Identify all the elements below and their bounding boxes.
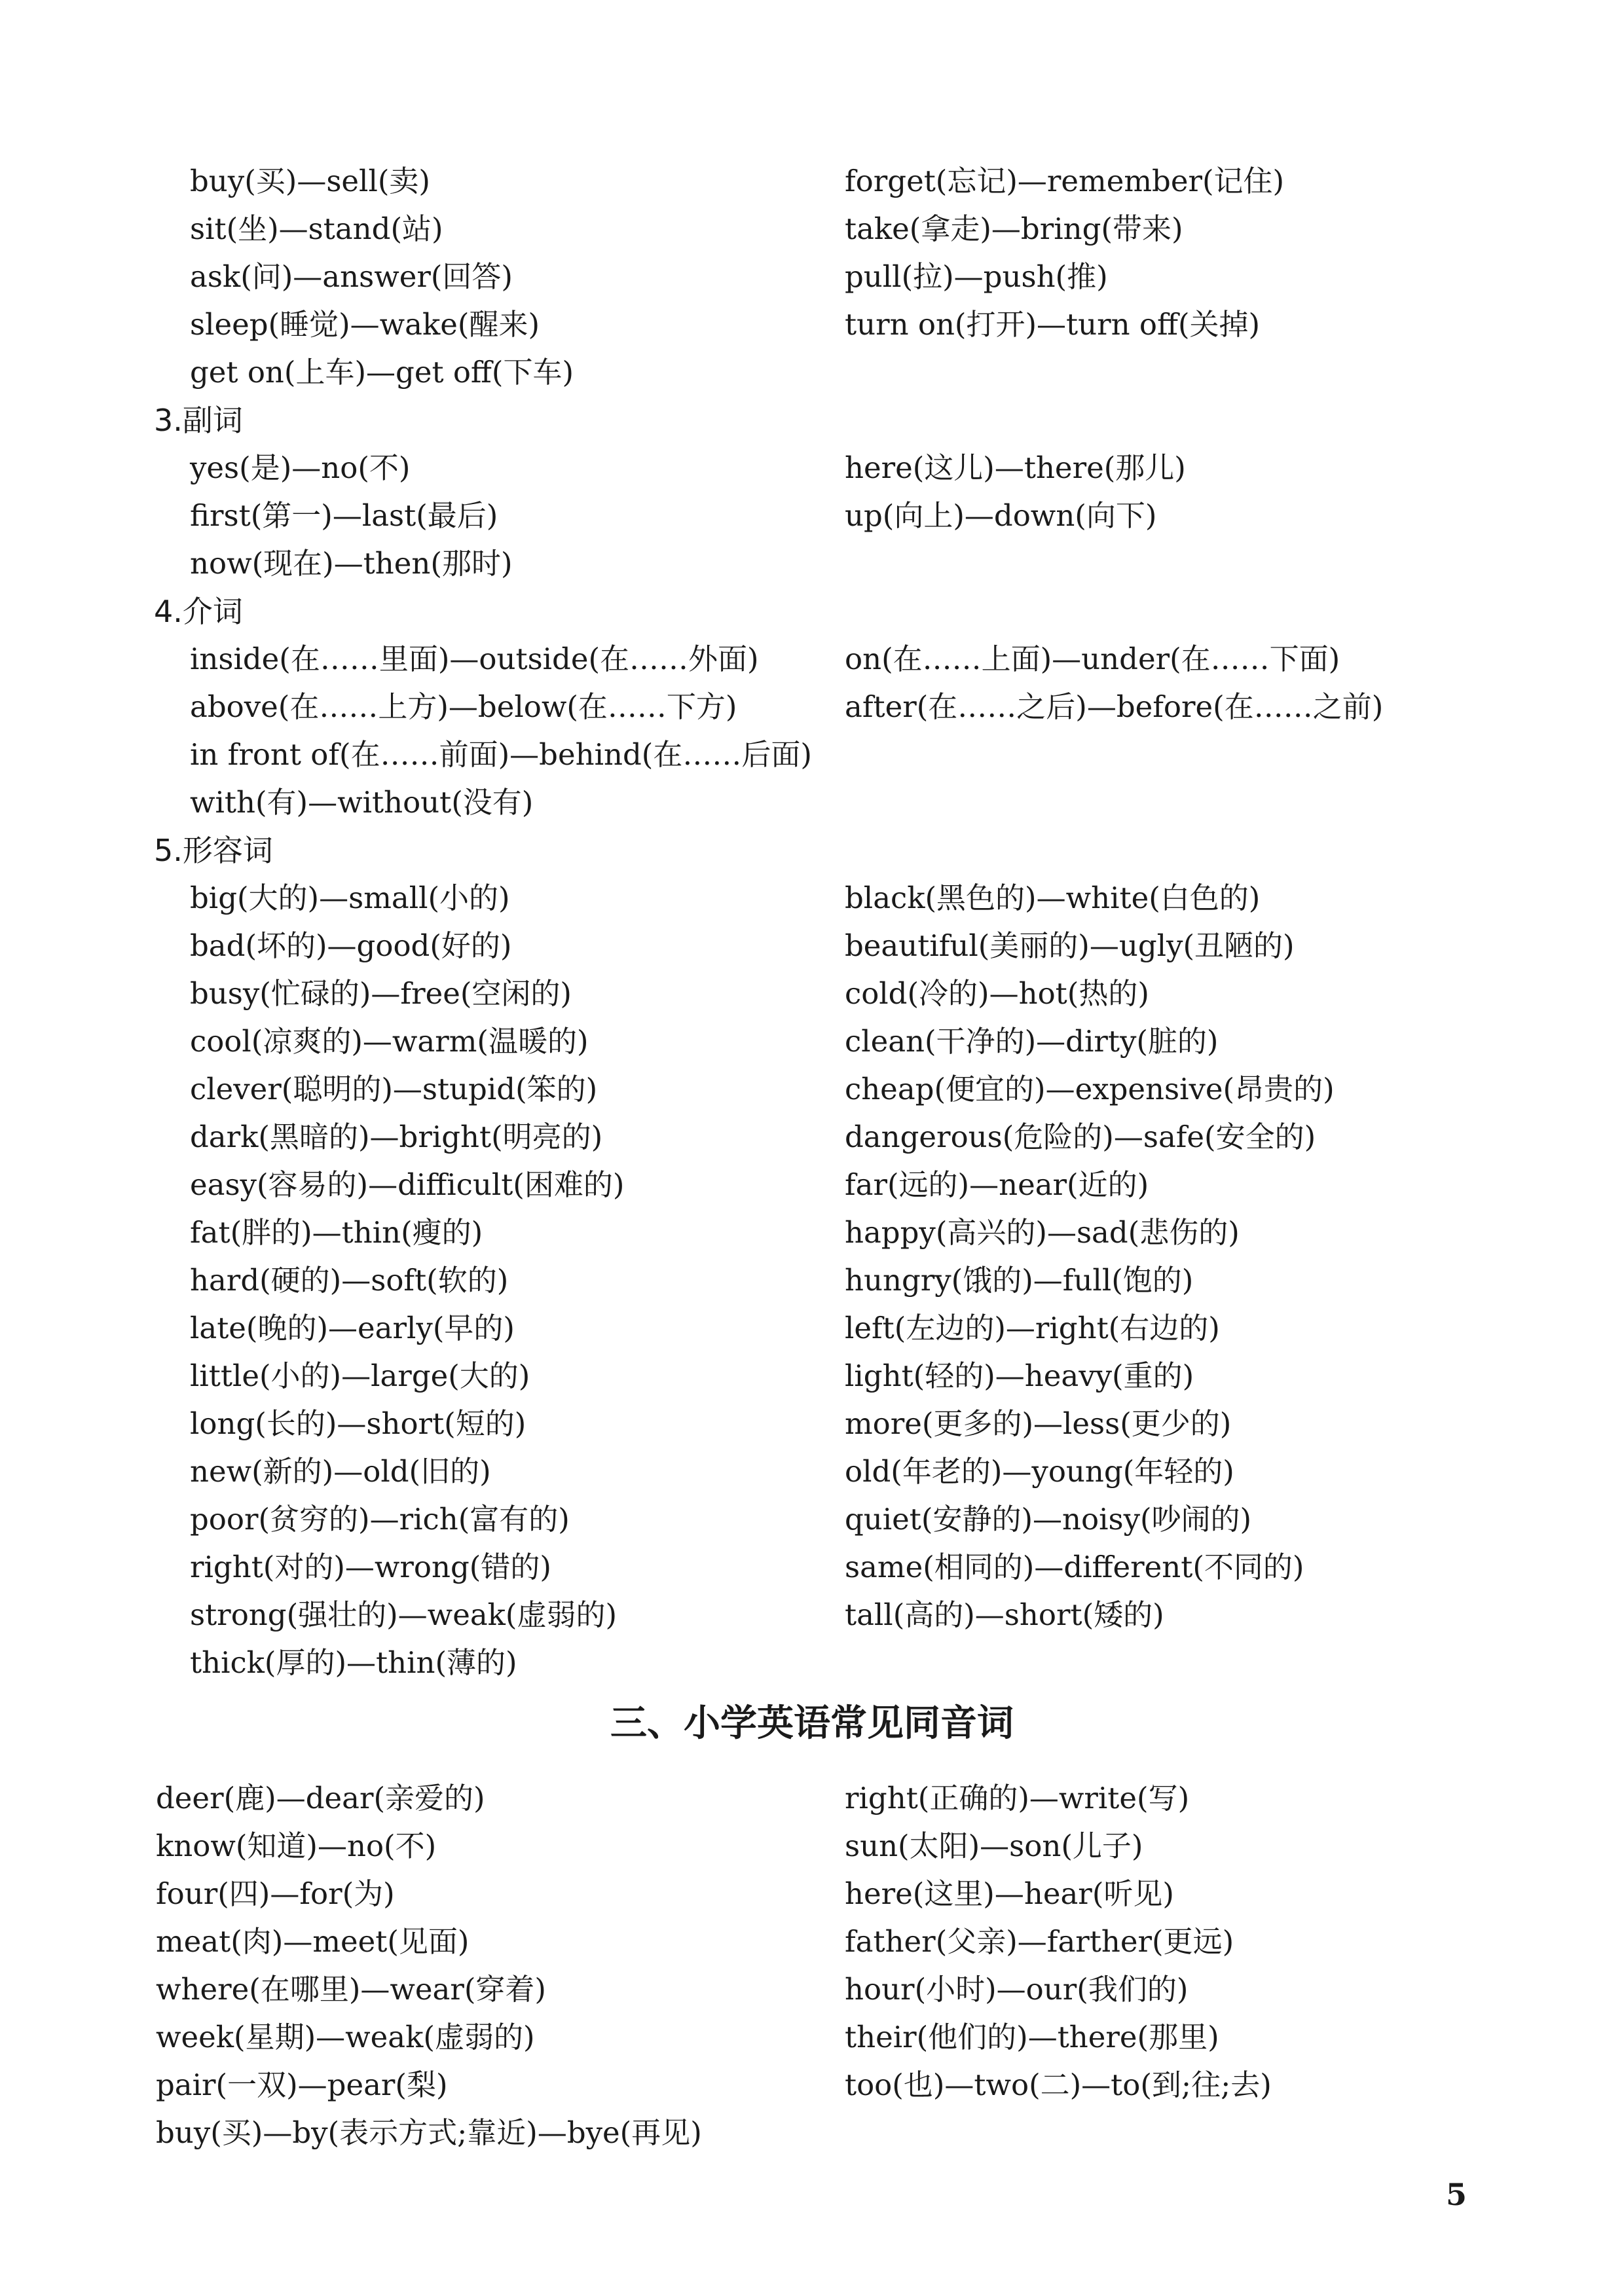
verb-pair: ask(问)—answer(回答) <box>190 259 513 294</box>
verb-pair: pull(拉)—push(推) <box>845 259 1108 294</box>
homophone-pair: sun(太阳)—son(儿子) <box>845 1829 1143 1863</box>
adjective-pair: cold(冷的)—hot(热的) <box>845 976 1149 1011</box>
prepositions-heading: 4.介词 <box>154 594 243 629</box>
homophone-pair: pair(一双)—pear(梨) <box>156 2068 448 2102</box>
homophone-pair: father(父亲)—farther(更远) <box>845 1924 1234 1959</box>
adjective-pair: hard(硬的)—soft(软的) <box>190 1263 509 1298</box>
adjective-pair: beautiful(美丽的)—ugly(丑陋的) <box>845 928 1295 963</box>
preposition-pair: after(在……之后)—before(在……之前) <box>845 689 1384 724</box>
adjective-pair: thick(厚的)—thin(薄的) <box>190 1645 517 1680</box>
adverb-pair: yes(是)—no(不) <box>190 450 411 485</box>
adverb-pair: here(这儿)—there(那儿) <box>845 450 1186 485</box>
preposition-pair: in front of(在……前面)—behind(在……后面) <box>190 737 812 772</box>
adjective-pair: same(相同的)—different(不同的) <box>845 1550 1304 1584</box>
homophone-pair: four(四)—for(为) <box>156 1876 395 1911</box>
adjective-pair: big(大的)—small(小的) <box>190 881 510 915</box>
adjective-pair: easy(容易的)—difficult(困难的) <box>190 1167 625 1202</box>
homophone-pair: where(在哪里)—wear(穿着) <box>156 1972 546 2007</box>
adjective-pair: clever(聪明的)—stupid(笨的) <box>190 1072 598 1106</box>
adjective-pair: dangerous(危险的)—safe(安全的) <box>845 1120 1316 1154</box>
homophone-pair: deer(鹿)—dear(亲爱的) <box>156 1781 485 1815</box>
adjective-pair: hungry(饿的)—full(饱的) <box>845 1263 1194 1298</box>
adverb-pair: first(第一)—last(最后) <box>190 498 498 533</box>
adjective-pair: more(更多的)—less(更少的) <box>845 1406 1232 1441</box>
verb-pair: get on(上车)—get off(下车) <box>190 355 574 390</box>
adjective-pair: strong(强壮的)—weak(虚弱的) <box>190 1597 618 1632</box>
preposition-pair: inside(在……里面)—outside(在……外面) <box>190 642 759 676</box>
homophone-pair: here(这里)—hear(听见) <box>845 1876 1174 1911</box>
adjective-pair: clean(干净的)—dirty(脏的) <box>845 1024 1219 1059</box>
adjective-pair: little(小的)—large(大的) <box>190 1358 530 1393</box>
adjective-pair: new(新的)—old(旧的) <box>190 1454 491 1489</box>
adjective-pair: long(长的)—short(短的) <box>190 1406 526 1441</box>
homophone-pair: hour(小时)—our(我们的) <box>845 1972 1189 2007</box>
homophone-pair: meat(肉)—meet(见面) <box>156 1924 470 1959</box>
verb-pair: take(拿走)—bring(带来) <box>845 211 1183 246</box>
verb-pair: sit(坐)—stand(站) <box>190 211 443 246</box>
verb-pair: sleep(睡觉)—wake(醒来) <box>190 307 540 342</box>
adjective-pair: left(左边的)—right(右边的) <box>845 1311 1220 1345</box>
adjective-pair: cheap(便宜的)—expensive(昂贵的) <box>845 1072 1335 1106</box>
adjective-pair: happy(高兴的)—sad(悲伤的) <box>845 1215 1240 1250</box>
preposition-pair: with(有)—without(没有) <box>190 785 534 820</box>
adjective-pair: light(轻的)—heavy(重的) <box>845 1358 1194 1393</box>
adjective-pair: fat(胖的)—thin(瘦的) <box>190 1215 483 1250</box>
adjective-pair: right(对的)—wrong(错的) <box>190 1550 551 1584</box>
homophone-pair: too(也)—two(二)—to(到;往;去) <box>845 2068 1272 2102</box>
adjective-pair: black(黑色的)—white(白色的) <box>845 881 1261 915</box>
homophone-pair: know(知道)—no(不) <box>156 1829 437 1863</box>
verb-pair: buy(买)—sell(卖) <box>190 164 430 198</box>
adverb-pair: up(向上)—down(向下) <box>845 498 1157 533</box>
preposition-pair: above(在……上方)—below(在……下方) <box>190 689 737 724</box>
adverb-pair: now(现在)—then(那时) <box>190 546 513 581</box>
adjective-pair: quiet(安静的)—noisy(吵闹的) <box>845 1502 1252 1537</box>
adjective-pair: dark(黑暗的)—bright(明亮的) <box>190 1120 603 1154</box>
homophone-pair: buy(买)—by(表示方式;靠近)—bye(再见) <box>156 2115 702 2150</box>
verb-pair: turn on(打开)—turn off(关掉) <box>845 307 1261 342</box>
page-number: 5 <box>1445 2177 1467 2212</box>
homophone-pair: right(正确的)—write(写) <box>845 1781 1190 1815</box>
adjective-pair: bad(坏的)—good(好的) <box>190 928 512 963</box>
adjective-pair: poor(贫穷的)—rich(富有的) <box>190 1502 570 1537</box>
adjective-pair: old(年老的)—young(年轻的) <box>845 1454 1234 1489</box>
homophone-pair: their(他们的)—there(那里) <box>845 2020 1219 2054</box>
homophone-pair: week(星期)—weak(虚弱的) <box>156 2020 535 2054</box>
adjective-pair: busy(忙碌的)—free(空闲的) <box>190 976 572 1011</box>
adjective-pair: late(晚的)—early(早的) <box>190 1311 515 1345</box>
adjective-pair: tall(高的)—short(矮的) <box>845 1597 1164 1632</box>
adjective-pair: far(远的)—near(近的) <box>845 1167 1149 1202</box>
homophones-section-title: 三、小学英语常见同音词 <box>610 1702 1014 1745</box>
adverbs-heading: 3.副词 <box>154 403 243 438</box>
adjectives-heading: 5.形容词 <box>154 833 273 868</box>
preposition-pair: on(在……上面)—under(在……下面) <box>845 642 1340 676</box>
adjective-pair: cool(凉爽的)—warm(温暖的) <box>190 1024 589 1059</box>
verb-pair: forget(忘记)—remember(记住) <box>845 164 1285 198</box>
